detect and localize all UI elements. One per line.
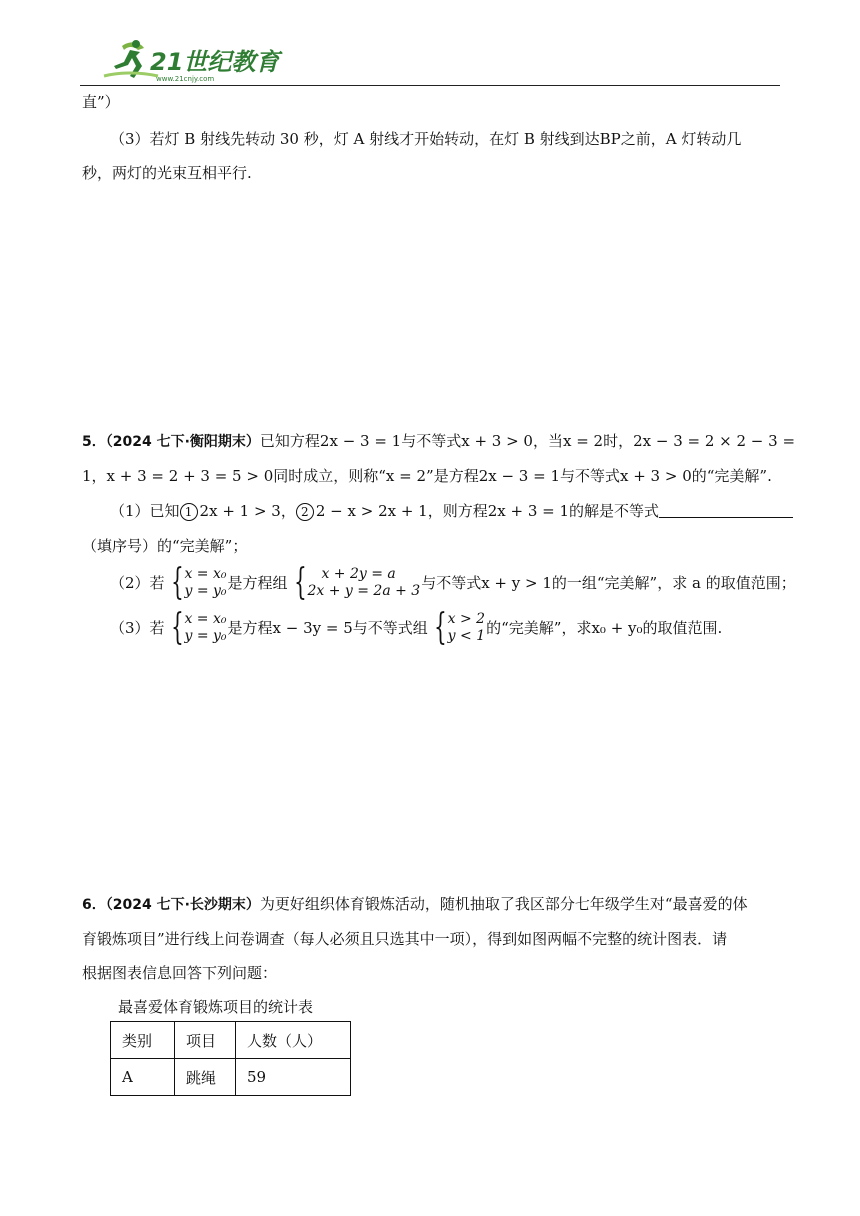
stats-table [110,1021,351,1096]
solution-brace: { x = x₀ y = y₀ [170,607,227,648]
table-title: 最喜爱体育锻炼项目的统计表 [118,998,314,1016]
solution-brace: { x = x₀ y = y₀ [170,562,227,603]
q6-source: （2024 七下·长沙期末） [105,897,260,913]
q6-stem1: 为更好组织体育锻炼活动，随机抽取了我区部分七年级学生对“最喜爱的体 [259,895,748,913]
sol-row-1: x = x₀ [184,566,227,582]
q5-p2-prefix: （2）若 [110,574,165,592]
table-cell: 跳绳 [175,1059,236,1096]
sol-row-2: y = y₀ [184,583,227,599]
logo-text: 21世纪教育 [150,48,280,76]
q5-stem1: 已知方程2x − 3 = 1与不等式x + 3 > 0，当x = 2时，2x − 3 = 2 × 2 − 3 = [259,432,796,450]
table-cell: A [111,1059,175,1096]
q5-p3-suffix: 的“完美解”，求x₀ + y₀的取值范围. [486,619,723,637]
inequality-brace: { x > 2 y < 1 [433,607,486,648]
q6-stem-line3: 根据图表信息回答下列问题： [82,964,278,982]
q6-number: 6． [82,897,106,913]
sys-row-1: x > 2 [447,611,486,627]
sys-row-1: x + 2y = a [321,566,396,582]
circled-number-1: 1 [180,503,198,521]
q6-stem-line1 [82,893,748,916]
q4-part3-line1: （3）若灯 B 射线先转动 30 秒，灯 A 射线才开始转动，在灯 B 射线到达BP之前，A 灯转动几 [110,130,742,148]
sol-row-1: x = x₀ [184,611,227,627]
system-brace: { x + 2y = a 2x + y = 2a + 3 [293,562,421,603]
q5-p1-ineq1: 2x + 1 > 3， [199,502,296,520]
table-header-cell: 项目 [175,1022,236,1059]
q5-stem-line2: 1，x + 3 = 2 + 3 = 5 > 0同时成立，则称“x = 2”是方程2x − 3 = 1与不等式x + 3 > 0的“完美解”. [82,467,772,485]
table-header-cell: 类别 [111,1022,175,1059]
q5-p3-mid: 是方程x − 3y = 5与不等式组 [227,619,428,637]
q5-p1-prefix: （1）已知 [110,502,180,520]
q5-stem-line1 [82,430,795,453]
q5-part1-line2: （填序号）的“完美解”； [82,537,248,555]
q5-part2 [110,563,796,603]
q5-p2-mid: 是方程组 [227,574,288,592]
table-cell: 59 [236,1059,351,1096]
table-header-cell: 人数（人） [236,1022,351,1059]
q6-stem-line2: 育锻炼项目”进行线上问卷调查（每人必须且只选其中一项），得到如图两幅不完整的统计图表．请 [82,930,728,948]
sys-row-2: y < 1 [447,628,486,644]
q4-continuation: 直”） [82,93,120,111]
q4-part3-line2: 秒，两灯的光束互相平行. [82,164,252,182]
table-row [111,1059,351,1096]
q5-part1-line1 [110,500,793,522]
q5-p2-suffix: 与不等式x + y > 1的一组“完美解”，求 a 的取值范围； [421,574,796,592]
q5-p3-prefix: （3）若 [110,619,165,637]
answer-blank[interactable] [659,501,793,518]
site-logo [100,36,285,84]
q5-number: 5． [82,434,106,450]
q5-part3 [110,608,722,648]
circled-number-2: 2 [296,503,314,521]
logo-url: www.21cnjy.com [156,75,215,83]
header-rule [80,85,780,86]
sol-row-2: y = y₀ [184,628,227,644]
q5-source: （2024 七下·衡阳期末） [105,434,260,450]
table-header-row [111,1022,351,1059]
sys-row-2: 2x + y = 2a + 3 [307,583,421,599]
q5-p1-ineq2: 2 − x > 2x + 1，则方程2x + 3 = 1的解是不等式 [315,502,660,520]
